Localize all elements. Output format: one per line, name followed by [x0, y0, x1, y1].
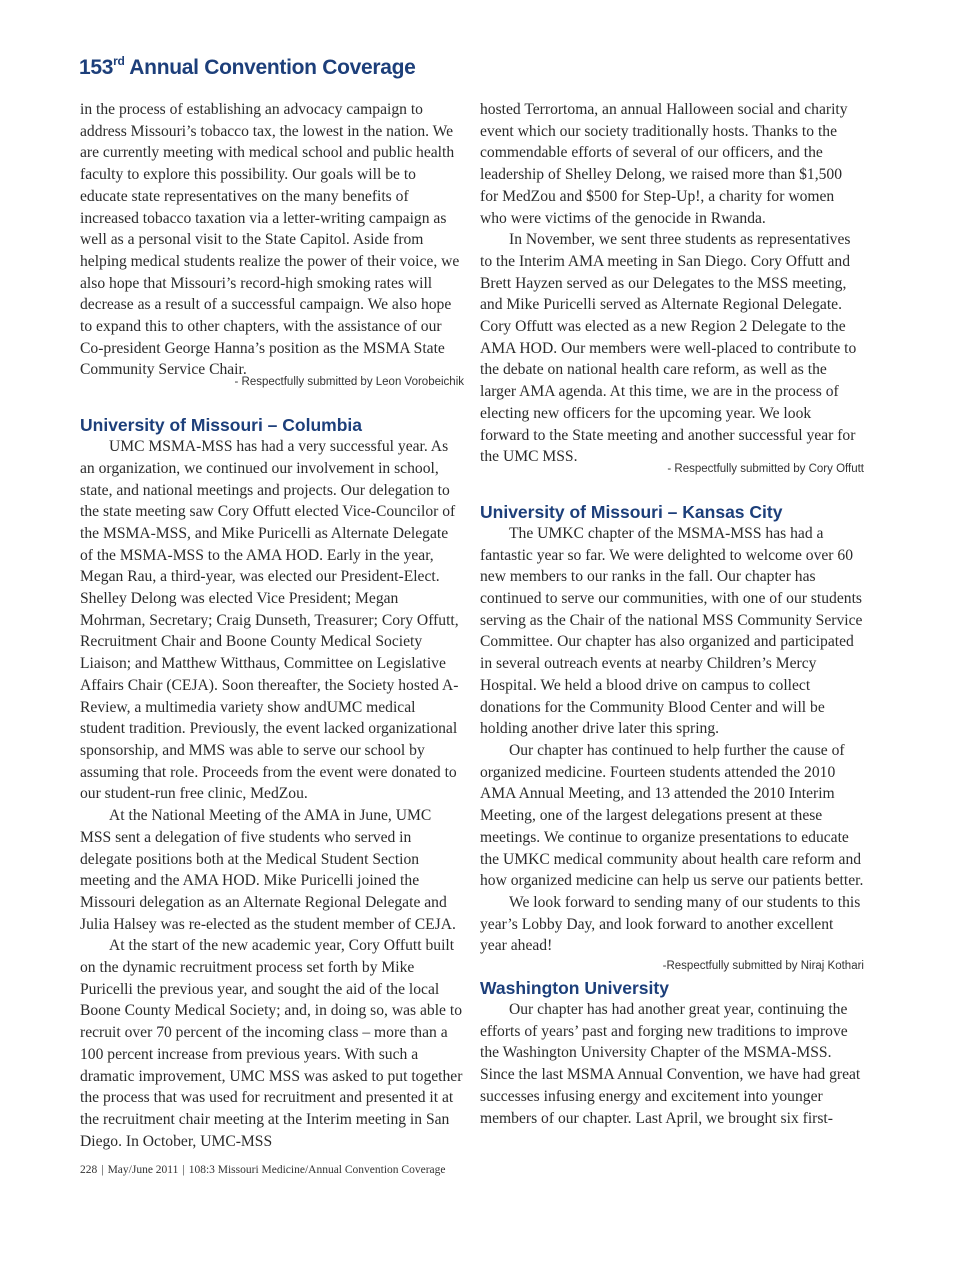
section-heading-kansas-city: University of Missouri – Kansas City [480, 501, 783, 522]
header-title-rest: Annual Convention Coverage [124, 56, 416, 79]
header-title-superscript: rd [113, 54, 125, 68]
columbia-paragraph-2: At the National Meeting of the AMA in June, UMC MSS sent a delegation of five students who served in delegate positions both at the Medical Student Section meeting and the AMA HOD. Mike Puricelli joined the Missouri delegation as an Alternate Regional Delegate and Julia Halsey was re-elected as the student member of CEJA. [80, 807, 456, 933]
kc-paragraph-2: Our chapter has continued to help further the cause of organized medicine. Fourteen students attended the 2010 AMA Annual Meeting, and 13 attended the 2010 Interim Meeting, one of the largest delegations present at these meetings. We continue to organize presentations to educate the UMKC medical community about health care reform and how organized medicine can help us serve our patients better. [480, 741, 864, 890]
section-heading-columbia: University of Missouri – Columbia [80, 415, 362, 436]
wu-paragraph-1: Our chapter has had another great year, continuing the efforts of years’ past and forging new traditions to improve the Washington University Chapter of the MSMA-MSS. Since the last MSMA Annual Convention, we have had great successes infusing energy and excitement into younger members of our chapter. Last April, we brought six first- [480, 1001, 861, 1127]
columbia-signature: - Respectfully submitted by Cory Offutt [667, 462, 864, 475]
footer-page-number: 228 [80, 1164, 98, 1176]
footer-divider: | [182, 1164, 185, 1176]
intro-signature: - Respectfully submitted by Leon Vorobeichik [234, 376, 464, 389]
kc-paragraph-3: We look forward to sending many of our students to this year’s Lobby Day, and look forward to another excellent year ahead! [480, 893, 861, 955]
footer-citation: 108:3 Missouri Medicine/Annual Convention Coverage [188, 1164, 446, 1176]
intro-paragraph: in the process of establishing an advocacy campaign to address Missouri’s tobacco tax, the lowest in the nation. We are currently meeting with medical school and public health faculty to explore this possibility. Our goals will be to educate state representatives on the many benefits of increased tobacco taxation via a letter-writing campaign as well as a personal visit to the State Capitol. Aside from helping medical students realize the power of their voice, we also hope that Missouri’s record-high smoking rates will decrease as a result of a successful campaign. We also hope to expand this to other chapters, with the assistance of our Co-president George Hanna’s position as the MSMA State Community Service Chair. [80, 101, 460, 379]
columbia-paragraph-1: UMC MSMA-MSS has had a very successful year. As an organization, we continued our involvement in school, state, and national meetings and projects. Our delegation to the state meeting saw Cory Offutt elected Vice-Councilor of the MSMA-MSS, and Mike Puricelli as Alternate Delegate of the MSMA-MSS to the AMA HOD. Early in the year, Megan Rau, a third-year, was elected our President-Elect. Shelley Delong was elected Vice President; Megan Mohrman, Secretary; Craig Dunseth, Treasurer; Cory Offutt, Recruitment Chair and Boone County Medical Society Liaison; and Matthew Witthaus, Committee on Legislative Affairs Chair (CEJA). Soon thereafter, the Society hosted A-Review, a multimedia variety show andUMC medical student tradition. Previously, the event lacked organizational sponsorship, and MMS was able to serve our school by assuming that role. Proceeds from the event were donated to our student-run free clinic, MedZou. [80, 438, 459, 803]
footer-divider: | [101, 1164, 104, 1176]
page-header-title [79, 54, 416, 80]
left-column [80, 99, 464, 1152]
footer-issue-date: May/June 2011 [107, 1164, 179, 1176]
kc-paragraph-1: The UMKC chapter of the MSMA-MSS has had a fantastic year so far. We were delighted to welcome over 60 new members to our ranks in the fall. Our chapter has continued to serve our communities, with one of our students serving as the Chair of the national MSS Community Service Committee. Our chapter has also organized and participated in several outreach events at nearby Children’s Mercy Hospital. We held a blood drive on campus to collect donations for the Community Blood Center and will be holding another drive later this spring. [480, 524, 863, 738]
page-footer [80, 1164, 445, 1176]
columbia-paragraph-3: At the start of the new academic year, Cory Offutt built on the dynamic recruitment process set forth by Mike Puricelli the previous year, and sought the aid of the local Boone County Medical Society; and, in doing so, was able to recruit over 70 percent of the incoming class – more than a 100 percent increase from previous years. With such a dramatic improvement, UMC MSS was asked to put together the process that was used for recruitment and presented it at the recruitment chair meeting at the Interim meeting in San Diego. In October, UMC-MSS [80, 937, 463, 1150]
section-heading-washington-university: Washington University [480, 978, 669, 999]
columbia-paragraph-4: hosted Terrortoma, an annual Halloween social and charity event which our society traditionally hosts. Thanks to the commendable efforts of several of our officers, and the leadership of Shelley Delong, we raised more than $1,500 for MedZou and $500 for Step-Up!, a charity for women who were victims of the genocide in Rwanda. [480, 101, 848, 227]
header-title-prefix: 153 [79, 56, 114, 79]
right-column [480, 99, 864, 1129]
columbia-paragraph-5: In November, we sent three students as representatives to the Interim AMA meeting in San Diego. Cory Offutt and Brett Hayzen served as our Delegates to the MSS meeting, and Mike Puricelli served as Alternate Regional Delegate. Cory Offutt was elected as a new Region 2 Delegate to the AMA HOD. Our members were well-placed to contribute to the debate on national health care reform, as well as the larger AMA agenda. At this time, we are in the process of electing new officers for the upcoming year. We look forward to the State meeting and another successful year for the UMC MSS. [480, 231, 857, 466]
kc-signature: -Respectfully submitted by Niraj Kothari [662, 960, 864, 973]
